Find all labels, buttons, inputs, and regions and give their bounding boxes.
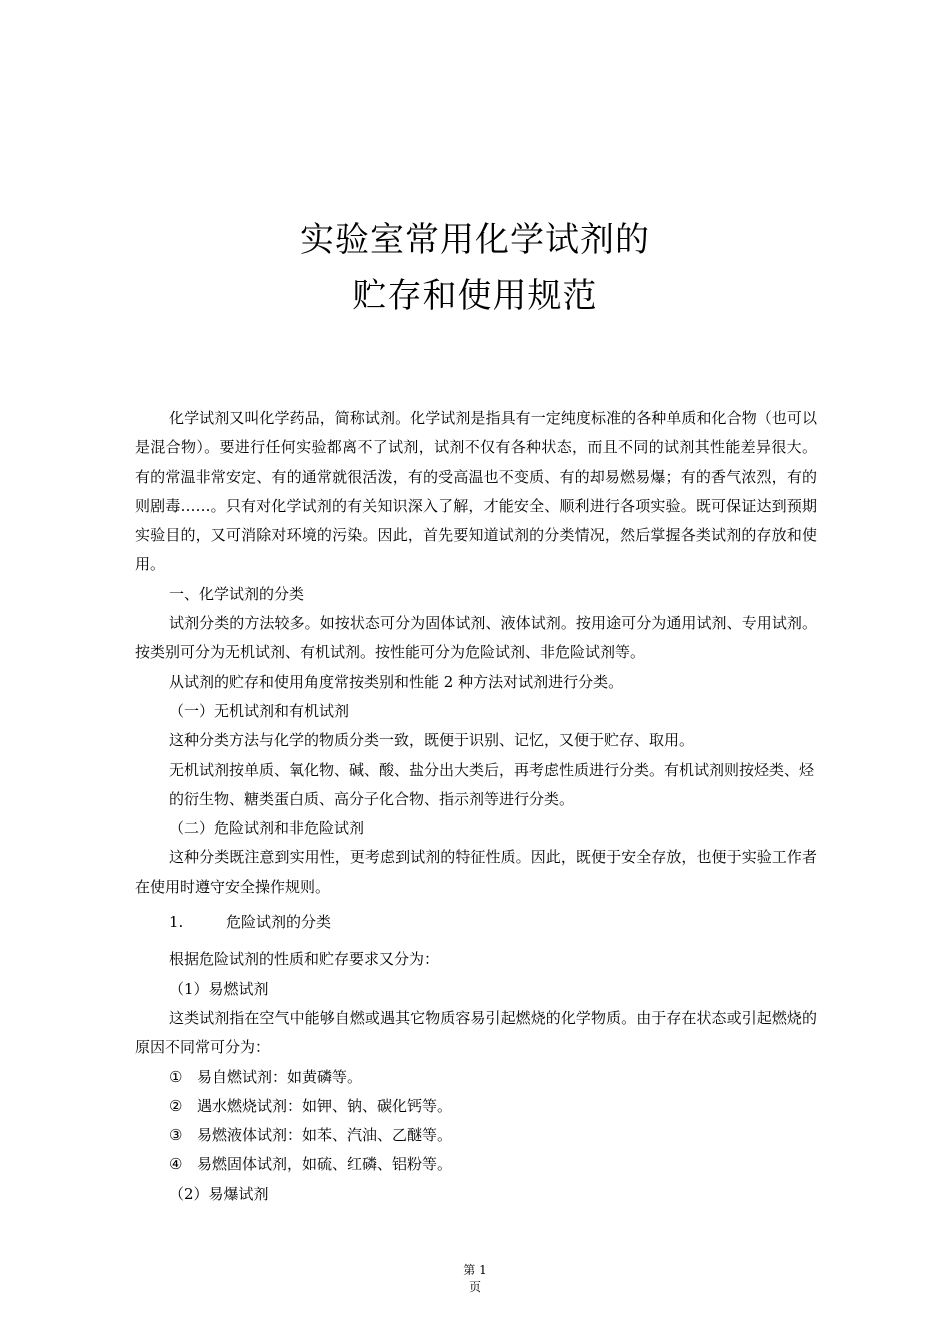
list-item-marker: ③ — [169, 1126, 183, 1145]
dangerous-paragraph: 这种分类既注意到实用性，更考虑到试剂的特征性质。因此，既便于安全存放，也便于实验工作者在使用时遵守安全操作规则。 — [135, 848, 817, 896]
title-line-2: 贮存和使用规范 — [352, 276, 598, 316]
classification-paragraph-2: 从试剂的贮存和使用角度常按类别和性能 2 种方法对试剂进行分类。 — [169, 672, 624, 691]
flammable-paragraph: 这类试剂指在空气中能够自燃或遇其它物质容易引起燃烧的化学物质。由于存在状态或引起燃烧的原因不同常可分为： — [135, 1008, 817, 1057]
numbered-heading-number: 1. — [169, 913, 184, 932]
subheading-dangerous-nondangerous: （二）危险试剂和非危险试剂 — [169, 819, 365, 838]
list-item-marker: ② — [169, 1096, 183, 1115]
list-item — [135, 1121, 817, 1150]
list-item-text: 易燃液体试剂：如苯、汽油、乙醚等。 — [197, 1126, 453, 1145]
subheading-inorganic-organic: （一）无机试剂和有机试剂 — [169, 701, 350, 720]
page-number-line-2: 页 — [468, 1280, 481, 1294]
intro-paragraph: 化学试剂又叫化学药品，简称试剂。化学试剂是指具有一定纯度标准的各种单质和化合物（也可以是混合物）。要进行任何实验都离不了试剂，试剂不仅有各种状态，而且不同的试剂其性能差异很大。有的常温非常安定、有的通常就很活泼，有的受高温也不变质、有的却易燃易爆；有的香气浓烈，有的则剧毒……。只有对化学试剂的有关知识深入了解，才能安全、顺利进行各项实验。既可保证达到预期实验目的，又可消除对环境的污染。因此，首先要知道试剂的分类情况，然后掌握各类试剂的存放和使用。 — [135, 409, 817, 574]
danger-intro: 根据危险试剂的性质和贮存要求又分为： — [169, 950, 440, 969]
title-line-1: 实验室常用化学试剂的 — [300, 220, 650, 260]
numbered-heading — [135, 908, 817, 937]
list-item-marker: ① — [169, 1067, 183, 1086]
numbered-heading-text: 危险试剂的分类 — [226, 913, 332, 932]
list-item — [135, 1092, 817, 1121]
page-number — [0, 1262, 950, 1296]
page-number-line-1: 第 1 — [463, 1263, 487, 1277]
explosive-heading: （2）易爆试剂 — [169, 1184, 269, 1203]
inorganic-organic-paragraph-1: 这种分类方法与化学的物质分类一致，既便于识别、记忆，又便于贮存、取用。 — [169, 731, 695, 750]
section-heading-classification: 一、化学试剂的分类 — [169, 584, 305, 603]
list-item-text: 易自燃试剂：如黄磷等。 — [197, 1067, 363, 1086]
list-item-text: 遇水燃烧试剂：如钾、钠、碳化钙等。 — [197, 1096, 453, 1115]
document-title — [0, 212, 950, 324]
flammable-heading: （1）易燃试剂 — [169, 979, 269, 998]
list-item — [135, 1063, 817, 1092]
classification-paragraph-1: 试剂分类的方法较多。如按状态可分为固体试剂、液体试剂。按用途可分为通用试剂、专用试剂。按类别可分为无机试剂、有机试剂。按性能可分为危险试剂、非危险试剂等。 — [135, 614, 817, 662]
list-item-text: 易燃固体试剂，如硫、红磷、铝粉等。 — [197, 1155, 453, 1174]
document-body — [135, 404, 817, 1209]
inorganic-organic-paragraph-2: 无机试剂按单质、氧化物、碱、酸、盐分出大类后，再考虑性质进行分类。有机试剂则按烃类、烃的衍生物、糖类蛋白质、高分子化合物、指示剂等进行分类。 — [169, 760, 815, 808]
list-item — [135, 1150, 817, 1179]
list-item-marker: ④ — [169, 1155, 183, 1174]
